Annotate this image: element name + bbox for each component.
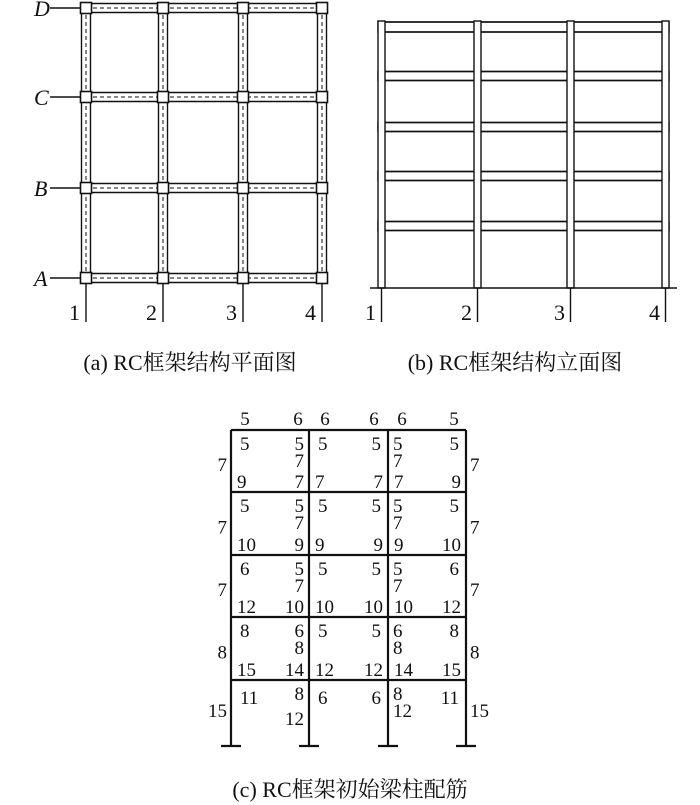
beam-bottom-left-number: 15 <box>237 660 256 681</box>
beam-top-right-number: 5 <box>371 434 381 455</box>
beam-bottom-right-number: 9 <box>373 535 383 556</box>
plan-row-label: B <box>34 176 48 201</box>
beam-bottom-left-number: 10 <box>315 597 334 618</box>
beam-top-left-number: 5 <box>393 434 403 455</box>
plan-column <box>158 273 169 284</box>
beam-top-left-number: 8 <box>393 684 403 705</box>
plan-column <box>317 3 328 14</box>
beam-bottom-right-number: 12 <box>442 597 461 618</box>
column-right-number: 7 <box>470 455 480 476</box>
plan-column <box>238 183 249 194</box>
beam-top-right-number: 5 <box>371 559 381 580</box>
elevation-beam <box>378 172 669 181</box>
roof-top-number: 6 <box>293 409 303 430</box>
beam-top-left-number: 5 <box>240 496 250 517</box>
beam-bottom-right-number: 10 <box>285 597 304 618</box>
column-left-number: 8 <box>217 642 227 664</box>
roof-top-number: 6 <box>369 409 379 430</box>
beam-top-right-number: 7 <box>294 576 304 597</box>
column-left-number: 15 <box>208 701 227 722</box>
beam-bottom-left-number: 7 <box>315 472 325 493</box>
elevation-column <box>474 21 481 288</box>
elevation-caption: (b) RC框架结构立面图 <box>407 350 623 375</box>
beam-top-right-number: 7 <box>294 451 304 472</box>
beam-top-left-number: 5 <box>240 434 250 455</box>
beam-top-right-number: 5 <box>294 434 304 455</box>
plan-beams <box>82 4 327 283</box>
elevation-col-label: 2 <box>461 300 472 325</box>
plan-column <box>238 92 249 103</box>
beam-bottom-right-number: 9 <box>451 472 461 493</box>
elevation-axis-labels <box>365 288 666 325</box>
beam-bottom-left-number: 10 <box>237 535 256 556</box>
beam-top-left-number: 7 <box>393 513 403 534</box>
beam-top-right-number: 5 <box>449 496 459 517</box>
roof-top-number: 5 <box>240 409 250 430</box>
beam-top-right-number: 11 <box>440 688 459 709</box>
beam-top-left-number: 6 <box>393 621 403 642</box>
beam-top-left-number: 5 <box>318 559 328 580</box>
plan-column <box>81 183 92 194</box>
elevation-beam <box>378 72 669 81</box>
beam-top-left-number: 7 <box>393 576 403 597</box>
beam-top-left-number: 8 <box>393 638 403 659</box>
plan-row-label: C <box>34 85 49 110</box>
column-right-number: 8 <box>470 642 480 664</box>
beam-top-right-number: 5 <box>294 496 304 517</box>
plan-column <box>158 3 169 14</box>
beam-top-left-number: 6 <box>240 559 250 580</box>
plan-col-label: 4 <box>305 300 316 325</box>
beam-top-right-number: 6 <box>294 621 304 642</box>
plan-axis-labels <box>32 0 322 325</box>
plan-col-label: 1 <box>69 300 80 325</box>
plan-view <box>32 0 328 375</box>
elevation-col-label: 1 <box>365 300 376 325</box>
plan-column <box>158 92 169 103</box>
column-left-number: 7 <box>217 455 227 476</box>
beam-top-right-number: 6 <box>371 688 381 709</box>
beam-top-right-number: 8 <box>449 621 459 642</box>
beam-bottom-left-number: 14 <box>394 660 413 681</box>
reinforcement-caption: (c) RC框架初始梁柱配筋 <box>232 777 468 802</box>
roof-top-number: 5 <box>449 409 459 430</box>
elevation-col-label: 3 <box>554 300 565 325</box>
roof-top-number: 6 <box>320 409 330 430</box>
elevation-column <box>662 21 669 288</box>
beam-top-left-number: 11 <box>240 688 259 709</box>
plan-col-label: 2 <box>146 300 157 325</box>
beam-top-left-number: 5 <box>318 434 328 455</box>
beam-bottom-left-number: 12 <box>237 597 256 618</box>
beam-bottom-left-number: 7 <box>394 472 404 493</box>
plan-column <box>81 92 92 103</box>
roof-top-number: 6 <box>397 409 407 430</box>
beam-top-left-number: 7 <box>393 451 403 472</box>
beam-top-right-number: 5 <box>449 434 459 455</box>
elevation-beam <box>378 222 669 231</box>
elevation-beam <box>378 22 669 32</box>
beam-bottom-right-number: 14 <box>285 660 304 681</box>
beam-bottom-left-number: 9 <box>394 535 404 556</box>
reinforcement-numbers <box>208 409 489 730</box>
beam-bottom-right-number: 10 <box>442 535 461 556</box>
elevation-view <box>365 21 677 375</box>
beam-bottom-right-number: 15 <box>442 660 461 681</box>
plan-row-label: A <box>34 266 48 291</box>
plan-columns <box>81 3 328 284</box>
plan-col-label: 3 <box>226 300 237 325</box>
beam-bottom-left-number: 12 <box>315 660 334 681</box>
elevation-column <box>567 21 574 288</box>
beam-bottom-left-number: 9 <box>315 535 325 556</box>
beam-bottom-left-number: 9 <box>237 472 247 493</box>
reinforcement-frame <box>221 430 476 746</box>
column-left-number: 7 <box>217 517 227 539</box>
plan-column <box>317 273 328 284</box>
plan-caption: (a) RC框架结构平面图 <box>83 350 297 375</box>
beam-bottom-right-number: 10 <box>364 597 383 618</box>
column-right-number: 15 <box>470 701 489 722</box>
beam-top-right-number: 5 <box>371 496 381 517</box>
elevation-frame <box>370 21 677 288</box>
beam-top-right-number: 8 <box>294 684 304 705</box>
beam-top-left-number: 5 <box>318 496 328 517</box>
beam-top-right-number: 12 <box>285 709 304 730</box>
column-right-number: 7 <box>470 580 480 601</box>
beam-bottom-left-number: 10 <box>394 597 413 618</box>
column-left-number: 7 <box>217 580 227 601</box>
beam-top-right-number: 6 <box>449 559 459 580</box>
column-right-number: 7 <box>470 517 480 539</box>
beam-bottom-right-number: 9 <box>294 535 304 556</box>
plan-column <box>81 3 92 14</box>
beam-top-left-number: 5 <box>318 621 328 642</box>
beam-top-left-number: 5 <box>393 559 403 580</box>
elevation-column <box>378 21 385 288</box>
plan-column <box>317 183 328 194</box>
plan-column <box>238 3 249 14</box>
beam-bottom-right-number: 12 <box>364 660 383 681</box>
reinforcement-view <box>208 409 489 802</box>
beam-bottom-right-number: 7 <box>373 472 383 493</box>
plan-column <box>317 92 328 103</box>
plan-column <box>158 183 169 194</box>
elevation-col-label: 4 <box>649 300 660 325</box>
plan-row-label: D <box>34 0 50 21</box>
beam-bottom-right-number: 7 <box>294 472 304 493</box>
beam-top-left-number: 8 <box>240 621 250 642</box>
beam-top-left-number: 5 <box>393 496 403 517</box>
beam-top-left-number: 12 <box>393 701 412 722</box>
plan-column <box>81 273 92 284</box>
beam-top-right-number: 5 <box>294 559 304 580</box>
elevation-beam <box>378 123 669 132</box>
beam-top-right-number: 5 <box>371 621 381 642</box>
beam-top-left-number: 6 <box>318 688 328 709</box>
beam-top-right-number: 7 <box>294 513 304 534</box>
beam-top-right-number: 8 <box>294 638 304 659</box>
plan-column <box>238 273 249 284</box>
